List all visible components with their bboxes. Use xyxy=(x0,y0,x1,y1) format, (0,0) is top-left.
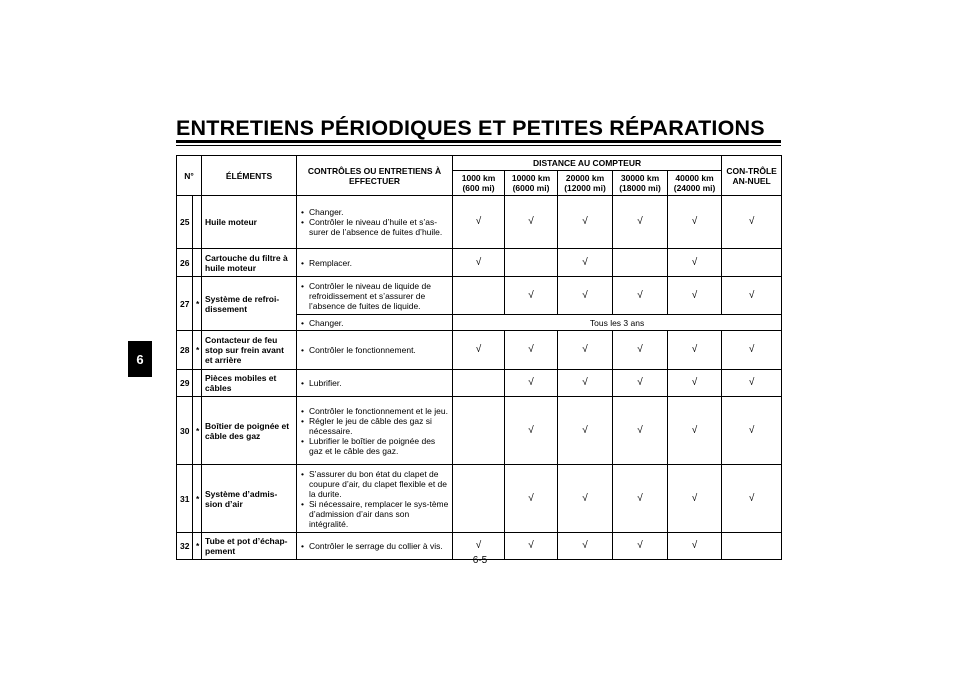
action-item: • Contrôler le fonctionnement et le jeu. xyxy=(300,406,449,416)
empty-cell xyxy=(505,249,558,277)
row-number: 31 xyxy=(177,465,193,533)
row-number: 26 xyxy=(177,249,193,277)
check-mark: √ xyxy=(505,370,558,397)
row-element: Pièces mobiles et câbles xyxy=(202,370,297,397)
action-item: • Contrôler le fonctionnement. xyxy=(300,345,449,355)
check-mark: √ xyxy=(558,465,613,533)
action-item: • Changer. xyxy=(300,318,449,328)
check-mark: √ xyxy=(613,196,668,249)
check-mark: √ xyxy=(613,277,668,315)
check-mark: √ xyxy=(613,533,668,560)
check-mark: √ xyxy=(505,331,558,370)
interval-note: Tous les 3 ans xyxy=(453,315,782,331)
check-mark: √ xyxy=(668,249,722,277)
row-actions xyxy=(297,315,453,331)
header-elements: ÉLÉMENTS xyxy=(202,156,297,196)
check-mark: √ xyxy=(505,277,558,315)
row-element: Huile moteur xyxy=(202,196,297,249)
check-mark: √ xyxy=(558,370,613,397)
check-mark: √ xyxy=(505,397,558,465)
check-mark: √ xyxy=(453,331,505,370)
header-odometer: DISTANCE AU COMPTEUR xyxy=(453,156,722,171)
title-rule-thin xyxy=(176,145,781,146)
row-actions xyxy=(297,370,453,397)
check-mark: √ xyxy=(613,331,668,370)
row-element: Boîtier de poignée et câble des gaz xyxy=(202,397,297,465)
check-mark: √ xyxy=(505,465,558,533)
row-actions xyxy=(297,196,453,249)
action-item: • Contrôler le niveau de liquide de refroidissement et s’assurer de l’absence de fuites de liquide. xyxy=(300,281,449,311)
action-item: • Remplacer. xyxy=(300,258,449,268)
action-item: • S’assurer du bon état du clapet de coupure d’air, du clapet flexible et de la durite. xyxy=(300,469,449,499)
empty-cell xyxy=(613,249,668,277)
header-interval: 30000 km (18000 mi) xyxy=(613,171,668,196)
row-element: Système de refroi-dissement xyxy=(202,277,297,331)
action-item: • Changer. xyxy=(300,207,449,217)
row-actions xyxy=(297,249,453,277)
action-item: • Si nécessaire, remplacer le sys-tème d’admission d’air dans son intégralité. xyxy=(300,499,449,529)
check-mark: √ xyxy=(558,533,613,560)
page-number: 6-5 xyxy=(472,555,488,566)
table-row xyxy=(177,465,782,533)
check-mark: √ xyxy=(722,370,782,397)
check-mark: √ xyxy=(722,397,782,465)
check-mark: √ xyxy=(722,277,782,315)
row-element: Système d’admis-sion d’air xyxy=(202,465,297,533)
check-mark: √ xyxy=(453,533,505,560)
check-mark: √ xyxy=(613,465,668,533)
row-number: 30 xyxy=(177,397,193,465)
header-annual: CON-TRÔLE AN-NUEL xyxy=(722,156,782,196)
row-actions xyxy=(297,331,453,370)
empty-cell xyxy=(453,277,505,315)
row-number: 28 xyxy=(177,331,193,370)
table-row xyxy=(177,397,782,465)
table-row xyxy=(177,249,782,277)
empty-cell xyxy=(722,249,782,277)
empty-cell xyxy=(453,397,505,465)
row-number: 25 xyxy=(177,196,193,249)
check-mark: √ xyxy=(558,196,613,249)
chapter-tab: 6 xyxy=(128,341,152,377)
maintenance-table xyxy=(176,155,782,560)
header-checks: CONTRÔLES OU ENTRETIENS À EFFECTUER xyxy=(297,156,453,196)
check-mark: √ xyxy=(668,196,722,249)
row-star: * xyxy=(193,397,202,465)
check-mark: √ xyxy=(668,370,722,397)
page-title: ENTRETIENS PÉRIODIQUES ET PETITES RÉPARATIONS xyxy=(176,116,765,140)
action-item: • Contrôler le niveau d’huile et s’as-surer de l’absence de fuites d’huile. xyxy=(300,217,449,237)
check-mark: √ xyxy=(558,249,613,277)
row-star xyxy=(193,370,202,397)
check-mark: √ xyxy=(453,249,505,277)
action-item: • Lubrifier. xyxy=(300,378,449,388)
row-actions xyxy=(297,277,453,315)
header-interval: 1000 km (600 mi) xyxy=(453,171,505,196)
row-star xyxy=(193,249,202,277)
table-row xyxy=(177,370,782,397)
check-mark: √ xyxy=(505,196,558,249)
check-mark: √ xyxy=(558,277,613,315)
row-number: 32 xyxy=(177,533,193,560)
row-actions xyxy=(297,465,453,533)
check-mark: √ xyxy=(668,331,722,370)
row-number: 27 xyxy=(177,277,193,331)
header-interval: 10000 km (6000 mi) xyxy=(505,171,558,196)
check-mark: √ xyxy=(668,277,722,315)
check-mark: √ xyxy=(558,331,613,370)
header-interval: 40000 km (24000 mi) xyxy=(668,171,722,196)
row-star: * xyxy=(193,277,202,331)
title-rule xyxy=(176,140,781,143)
table-row xyxy=(177,331,782,370)
action-item: • Lubrifier le boîtier de poignée des gaz et le câble des gaz. xyxy=(300,436,449,456)
check-mark: √ xyxy=(453,196,505,249)
check-mark: √ xyxy=(558,397,613,465)
check-mark: √ xyxy=(613,370,668,397)
row-star: * xyxy=(193,465,202,533)
check-mark: √ xyxy=(668,465,722,533)
row-star: * xyxy=(193,533,202,560)
check-mark: √ xyxy=(505,533,558,560)
row-element: Tube et pot d’échap-pement xyxy=(202,533,297,560)
empty-cell xyxy=(453,370,505,397)
row-star: * xyxy=(193,331,202,370)
table-row xyxy=(177,277,782,315)
header-interval: 20000 km (12000 mi) xyxy=(558,171,613,196)
row-element: Contacteur de feu stop sur frein avant et arrière xyxy=(202,331,297,370)
table-row xyxy=(177,196,782,249)
check-mark: √ xyxy=(722,465,782,533)
header-number: N° xyxy=(177,156,202,196)
row-star xyxy=(193,196,202,249)
check-mark: √ xyxy=(668,397,722,465)
check-mark: √ xyxy=(722,196,782,249)
check-mark: √ xyxy=(613,397,668,465)
empty-cell xyxy=(453,465,505,533)
check-mark: √ xyxy=(722,331,782,370)
check-mark: √ xyxy=(668,533,722,560)
row-actions xyxy=(297,397,453,465)
action-item: • Régler le jeu de câble des gaz si nécessaire. xyxy=(300,416,449,436)
row-element: Cartouche du filtre à huile moteur xyxy=(202,249,297,277)
action-item: • Contrôler le serrage du collier à vis. xyxy=(300,541,449,551)
row-number: 29 xyxy=(177,370,193,397)
